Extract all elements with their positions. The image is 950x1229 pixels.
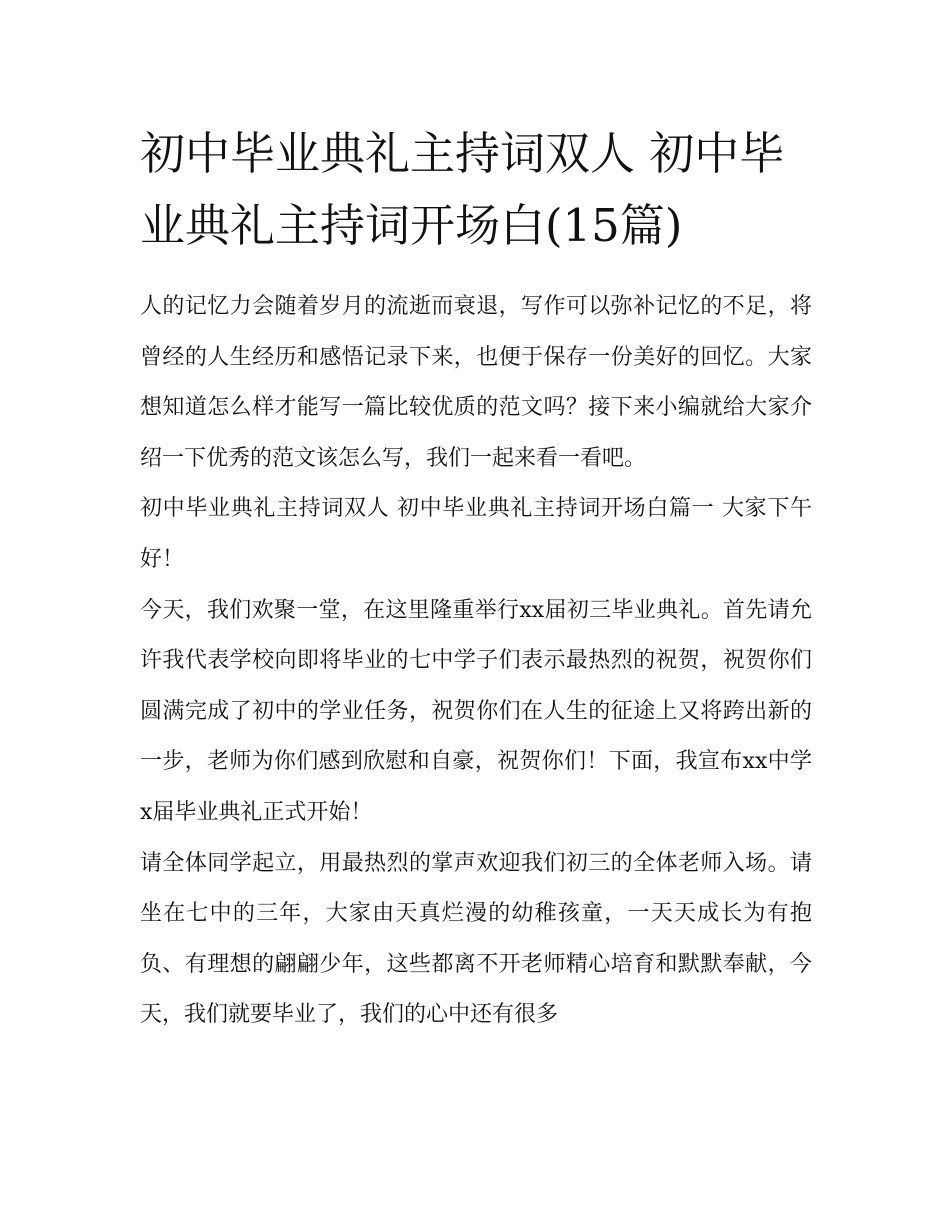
paragraph-section-heading: 初中毕业典礼主持词双人 初中毕业典礼主持词开场白篇一 大家下午好！ (140, 496, 812, 572)
document-title: 初中毕业典礼主持词双人 初中毕业典礼主持词开场白(15篇) (140, 127, 785, 252)
paragraph-opening: 今天，我们欢聚一堂，在这里隆重举行xx届初三毕业典礼。首先请允许我代表学校向即将毕业的七中学子们表示最热烈的祝贺，祝贺你们圆满完成了初中的学业任务，祝贺你们在人生的征途上又将跨出新的一步，老师为你们感到欣慰和自豪，祝贺你们！下面，我宣布xx中学x届毕业典礼正式开始！ (140, 597, 812, 825)
document-body (140, 282, 812, 1041)
paragraph-intro: 人的记忆力会随着岁月的流逝而衰退，写作可以弥补记忆的不足，将曾经的人生经历和感悟记录下来，也便于保存一份美好的回忆。大家想知道怎么样才能写一篇比较优质的范文吗？接下来小编就给大家介绍一下优秀的范文该怎么写，我们一起来看一看吧。 (140, 294, 812, 471)
document-page (140, 118, 812, 1041)
paragraph-teachers-entrance: 请全体同学起立，用最热烈的掌声欢迎我们初三的全体老师入场。请坐在七中的三年，大家由天真烂漫的幼稚孩童，一天天成长为有抱负、有理想的翩翩少年，这些都离不开老师精心培育和默默奉献，今天，我们就要毕业了，我们的心中还有很多 (140, 850, 812, 1028)
